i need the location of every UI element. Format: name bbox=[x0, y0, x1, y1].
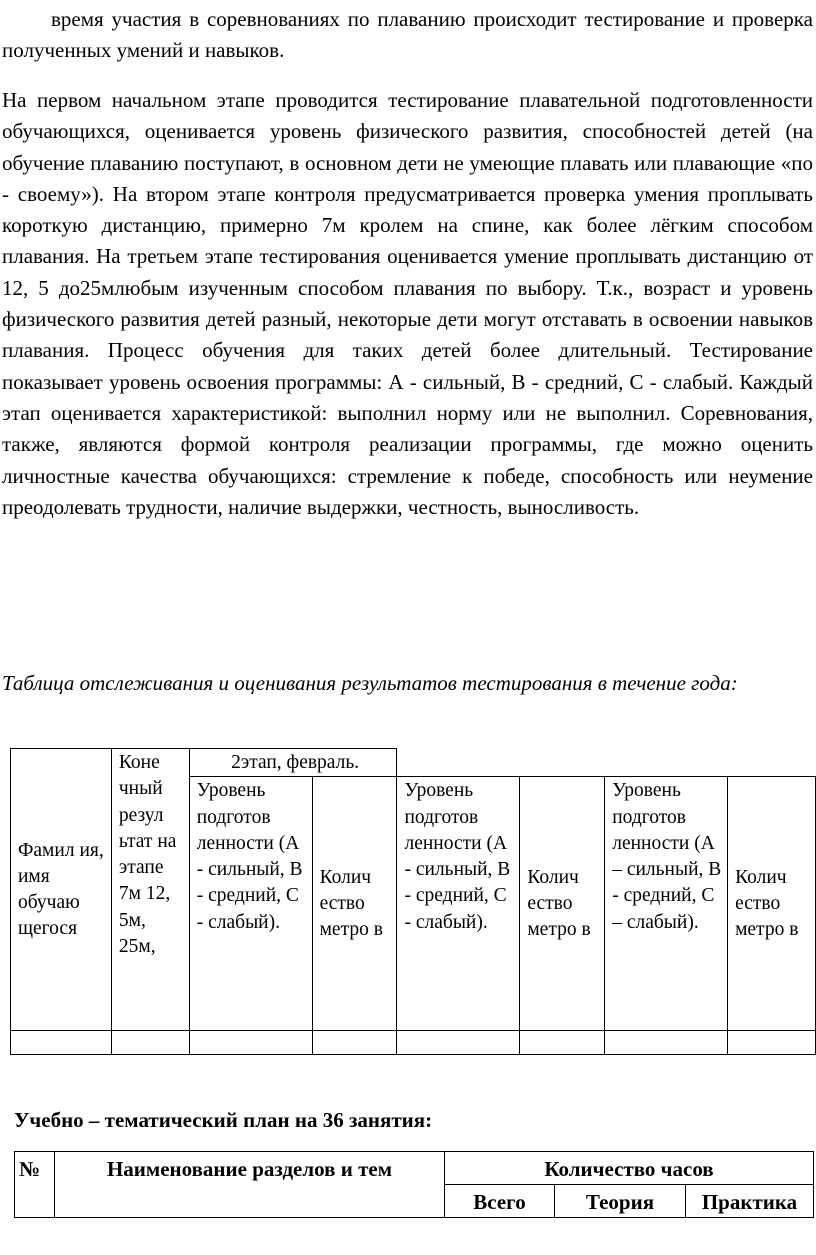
table-cell bbox=[312, 1031, 397, 1055]
col-count-3 bbox=[728, 777, 816, 1031]
table-cell bbox=[189, 1031, 312, 1055]
header-empty-space bbox=[397, 749, 816, 777]
col-count-2 bbox=[520, 777, 605, 1031]
col-final-result bbox=[111, 749, 189, 1031]
col-count-2-text: Колич ество метро в bbox=[527, 866, 591, 941]
col-level-3 bbox=[605, 777, 728, 1031]
plan-col-name bbox=[55, 1152, 445, 1218]
stage-header bbox=[189, 749, 397, 777]
stage-header-text: 2этап, февраль. bbox=[231, 752, 360, 773]
plan-col-total-text: Всего bbox=[473, 1190, 526, 1214]
plan-title: Учебно – тематический план на 36 занятия: bbox=[14, 1108, 433, 1132]
table-cell bbox=[397, 1031, 520, 1055]
plan-col-practice bbox=[686, 1185, 814, 1218]
plan-table bbox=[14, 1151, 814, 1218]
plan-col-name-text: Наименование разделов и тем bbox=[106, 1157, 393, 1181]
plan-col-hours-text: Количество часов bbox=[544, 1157, 714, 1181]
table-cell bbox=[111, 1031, 189, 1055]
col-count-1 bbox=[312, 777, 397, 1031]
table-row bbox=[11, 1031, 816, 1055]
table-caption: Таблица отслеживания и оценивания результатов тестирования в течение года: bbox=[2, 671, 738, 695]
col-count-3-text: Колич ество метро в bbox=[735, 866, 799, 941]
col-count-1-text: Колич ество метро в bbox=[319, 866, 383, 941]
table-cell bbox=[728, 1031, 816, 1055]
intro-paragraph: время участия в соревнованиях по плаванию происходит тестирование и проверка полученных умений и навыков. bbox=[2, 7, 813, 63]
plan-col-theory bbox=[555, 1185, 686, 1218]
table-cell bbox=[520, 1031, 605, 1055]
col-final-result-text: Коне чный резул ьтат на этапе 7м 12, 5м, 25м, bbox=[118, 752, 177, 958]
col-level-1-text: Уровень подготов ленности (А - сильный, В - средний, С - слабый). bbox=[196, 780, 303, 933]
col-level-2-text: Уровень подготов ленности (А - сильный, В - средний, С - слабый). bbox=[404, 780, 511, 933]
table-cell bbox=[605, 1031, 728, 1055]
plan-col-hours bbox=[445, 1152, 814, 1185]
plan-col-theory-text: Теория bbox=[585, 1190, 655, 1214]
col-student-name-text: Фамил ия, имя обучаю щегося bbox=[18, 839, 104, 940]
plan-header-row bbox=[15, 1152, 814, 1185]
table-header-row bbox=[11, 749, 816, 777]
table-cell bbox=[11, 1031, 112, 1055]
plan-col-practice-text: Практика bbox=[701, 1190, 798, 1214]
col-level-1 bbox=[189, 777, 312, 1031]
plan-col-number bbox=[15, 1152, 55, 1218]
plan-col-total bbox=[445, 1185, 555, 1218]
col-level-2 bbox=[397, 777, 520, 1031]
col-level-3-text: Уровень подготов ленности (А – сильный, В - средний, С – слабый). bbox=[612, 780, 722, 933]
tracking-table bbox=[10, 748, 816, 1055]
col-student-name bbox=[11, 749, 112, 1031]
main-paragraph: На первом начальном этапе проводится тестирование плавательной подготовленности обучающихся, оценивается уровень физического развития, способностей детей (на обучение плаванию поступают, в основном дети не умеющие плавать или плавающие «по - своему»). На втором этапе контроля предусматривается проверка умения проплывать короткую дистанцию, примерно 7м кролем на спине, как более лёгким способом плавания. На третьем этапе тестирования оценивается умение проплывать дистанцию от 12, 5 до25млюбым изученным способом плавания по выбору. Т.к., возраст и уровень физического развития детей разный, некоторые дети могут отставать в освоении навыков плавания. Процесс обучения для таких детей более длительный. Тестирование показывает уровень освоения программы: А - сильный, В - средний, С - слабый. Каждый этап оценивается характеристикой: выполнил норму или не выполнил. Соревнования, также, являются формой контроля реализации программы, где можно оценить личностные качества обучающихся: стремление к победе, способность или неумение преодолевать трудности, наличие выдержки, честность, выносливость. bbox=[2, 88, 813, 519]
plan-col-number-text: № bbox=[19, 1157, 41, 1181]
